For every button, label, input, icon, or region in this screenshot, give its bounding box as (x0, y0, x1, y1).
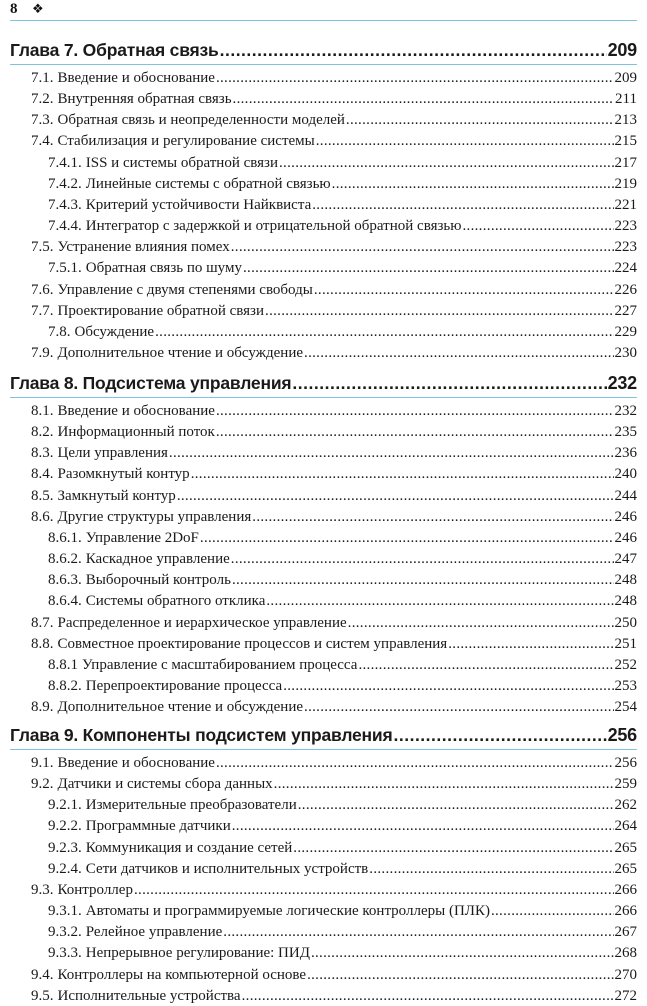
entry-title: ISS и системы обратной связи (85, 154, 278, 171)
leader-dots (279, 154, 614, 173)
entry-label (31, 698, 303, 717)
leader-dots (293, 839, 613, 858)
entry-label (48, 902, 490, 921)
leader-dots (252, 508, 613, 527)
chapter-rule (10, 749, 637, 750)
leader-dots (358, 656, 613, 675)
entry-number: 7.3. (31, 112, 54, 129)
entry-page-number: 217 (614, 154, 637, 171)
leader-dots (177, 487, 614, 506)
entry-number: 8.6.2. (48, 551, 82, 568)
leader-dots (316, 132, 614, 151)
toc-entry[interactable] (48, 571, 637, 590)
entry-title: Линейные системы с обратной связью (85, 175, 331, 192)
leader-dots (216, 402, 614, 421)
entry-label (31, 987, 241, 1006)
entry-page-number: 262 (614, 797, 637, 814)
entry-title: Распределенное и иерархическое управление (57, 614, 347, 631)
toc-entry[interactable] (31, 614, 637, 633)
entry-page-number: 254 (614, 699, 637, 716)
leader-dots (448, 635, 613, 654)
chapter-title: Глава 9. Компоненты подсистем управления (10, 725, 393, 745)
toc-entry[interactable] (31, 344, 637, 363)
entry-title: Введение и обоснование (57, 70, 215, 86)
entry-page-number: 266 (614, 903, 637, 920)
leader-dots (314, 281, 614, 300)
entry-page-number: 235 (614, 424, 637, 441)
entry-label (31, 966, 306, 985)
entry-title: Управление 2DoF (85, 529, 199, 546)
entry-title: Программные датчики (85, 818, 231, 835)
entry-title: Обратная связь по шуму (85, 260, 242, 277)
entry-page-number: 250 (614, 614, 637, 631)
entry-number: 7.4.1. (48, 154, 82, 171)
entry-page-number: 267 (614, 924, 637, 941)
leader-dots (265, 302, 613, 321)
entry-title: Автоматы и программируемые логические контроллеры (ПЛК) (85, 903, 490, 920)
entry-page-number: 266 (614, 881, 637, 898)
leader-dots (233, 90, 615, 109)
toc-entry[interactable] (31, 881, 637, 900)
entry-page-number: 270 (614, 966, 637, 983)
entry-number: 8.9. (31, 699, 54, 716)
toc-entry[interactable] (31, 465, 637, 484)
entry-page-number: 229 (614, 323, 637, 340)
toc-entry[interactable] (31, 281, 637, 300)
entry-label (48, 550, 230, 569)
entry-label (48, 217, 461, 236)
entry-label (31, 132, 315, 151)
toc-entry[interactable] (31, 775, 637, 794)
entry-label (48, 656, 357, 675)
leader-dots (346, 111, 614, 130)
entry-page-number: 223 (614, 218, 637, 235)
entry-title: Введение и обоснование (57, 403, 215, 419)
entry-number: 9.1. (31, 755, 54, 771)
entry-number: 9.2.3. (48, 839, 82, 856)
entry-page-number: 232 (614, 403, 637, 419)
entry-title: Дополнительное чтение и обсуждение (57, 344, 304, 361)
leader-dots (169, 444, 614, 463)
entry-number: 8.6.4. (48, 593, 82, 610)
entry-page-number: 211 (615, 91, 637, 108)
entry-label (31, 344, 303, 363)
leader-dots (304, 698, 613, 717)
entry-page-number: 227 (614, 302, 637, 319)
toc-entry[interactable] (48, 902, 637, 921)
toc-entry[interactable] (31, 754, 637, 773)
entry-page-number: 272 (614, 987, 637, 1004)
entry-title: Проектирование обратной связи (57, 302, 265, 319)
ornament-icon: ❖ (32, 2, 44, 17)
entry-title: Системы обратного отклика (85, 593, 266, 610)
entry-page-number: 253 (614, 677, 637, 694)
entry-page-number: 230 (614, 344, 637, 361)
toc-entry[interactable] (48, 154, 637, 173)
entry-label (48, 196, 311, 215)
entry-label (48, 817, 231, 836)
entry-title: Исполнительные устройства (57, 987, 241, 1004)
entry-number: 8.7. (31, 614, 54, 631)
entry-title: Обратная связь и неопределенности моделей (57, 112, 345, 129)
entry-label (31, 111, 345, 130)
toc-entry[interactable] (31, 508, 637, 527)
entry-page-number: 224 (614, 260, 637, 277)
leader-dots (292, 371, 606, 395)
entry-number: 9.4. (31, 966, 54, 983)
entry-title: Интегратор с задержкой и отрицательной обратной связью (85, 218, 462, 235)
entry-page-number: 248 (614, 593, 637, 610)
leader-dots (231, 550, 614, 569)
entry-page-number: 215 (614, 133, 637, 150)
toc-entry[interactable] (31, 402, 637, 421)
chapter-page-number: 232 (607, 373, 637, 393)
entry-title: Обсуждение (74, 323, 155, 340)
entry-number: 8.2. (31, 424, 54, 441)
entry-number: 7.8. (48, 323, 71, 340)
leader-dots (191, 465, 614, 484)
entry-number: 7.1. (31, 70, 54, 86)
running-header (10, 0, 637, 21)
entry-page-number: 264 (614, 818, 637, 835)
entry-number: 7.4.2. (48, 175, 82, 192)
entry-title: Введение и обоснование (57, 755, 215, 771)
entry-page-number: 223 (614, 239, 637, 256)
entry-number: 9.3. (31, 881, 54, 898)
leader-dots (242, 987, 614, 1006)
toc-entry[interactable] (48, 196, 637, 215)
entry-title: Замкнутый контур (57, 487, 176, 504)
entry-label (31, 423, 215, 442)
entry-label (48, 154, 278, 173)
leader-dots (232, 571, 614, 590)
entry-label (48, 571, 231, 590)
leader-dots (283, 677, 613, 696)
entry-label (31, 614, 347, 633)
entry-label (31, 635, 447, 654)
leader-dots (304, 344, 613, 363)
entry-label (48, 323, 154, 342)
entry-label (48, 923, 222, 942)
leader-dots (348, 614, 614, 633)
entry-label (48, 796, 297, 815)
entry-title: Контроллеры на компьютерной основе (57, 966, 307, 983)
entry-title: Цели управления (57, 445, 168, 462)
entry-page-number: 221 (614, 196, 637, 213)
entry-label (31, 444, 168, 463)
entry-title: Совместное проектирование процессов и систем управления (57, 635, 448, 652)
entry-title: Управление с двумя степенями свободы (57, 281, 313, 298)
leader-dots (266, 592, 613, 611)
chapter-page-number: 256 (607, 725, 637, 745)
leader-dots (332, 175, 614, 194)
chapter-heading[interactable] (10, 38, 637, 62)
toc-entry[interactable] (48, 592, 637, 611)
entry-page-number: 256 (614, 755, 637, 771)
toc-entry[interactable] (48, 923, 637, 942)
entry-title: Сети датчиков и исполнительных устройств (85, 860, 369, 877)
entry-label (48, 677, 282, 696)
leader-dots (274, 775, 614, 794)
entry-label (31, 465, 190, 484)
entry-number: 9.3.1. (48, 903, 82, 920)
entry-number: 9.2. (31, 776, 54, 793)
entry-number: 9.2.2. (48, 818, 82, 835)
entry-number: 8.6.1. (48, 529, 82, 546)
entry-label (48, 529, 199, 548)
entry-number: 7.2. (31, 91, 54, 108)
entry-label (48, 944, 310, 963)
entry-number: 8.6.3. (48, 572, 82, 589)
entry-page-number: 236 (614, 445, 637, 462)
entry-number: 9.3.3. (48, 945, 82, 962)
leader-dots (216, 423, 614, 442)
entry-title: Критерий устойчивости Найквиста (85, 196, 312, 213)
entry-page-number: 240 (614, 466, 637, 483)
entry-label (31, 238, 230, 257)
entry-label (31, 302, 264, 321)
entry-title: Измерительные преобразователи (85, 797, 297, 814)
entry-page-number: 213 (614, 112, 637, 129)
entry-title: Стабилизация и регулирование системы (57, 133, 315, 150)
chapter-rule (10, 64, 637, 65)
entry-page-number: 265 (614, 839, 637, 856)
entry-page-number: 209 (614, 70, 637, 86)
toc-entry[interactable] (31, 111, 637, 130)
chapter-title: Глава 7. Обратная связь (10, 40, 219, 60)
leader-dots (243, 259, 614, 278)
entry-label (31, 881, 133, 900)
entry-number: 8.3. (31, 445, 54, 462)
toc-entry[interactable] (31, 238, 637, 257)
entry-number: 9.2.4. (48, 860, 82, 877)
toc-entry[interactable] (31, 90, 637, 109)
entry-title: Выборочный контроль (85, 572, 231, 589)
entry-page-number: 247 (614, 551, 637, 568)
chapter-page-number: 209 (607, 40, 637, 60)
leader-dots (223, 923, 613, 942)
leader-dots (216, 69, 614, 88)
entry-title: Управление с масштабированием процесса (82, 656, 358, 673)
entry-title: Разомкнутый контур (57, 466, 190, 483)
toc-entry[interactable] (48, 217, 637, 236)
toc-entry[interactable] (48, 944, 637, 963)
leader-dots (462, 217, 613, 236)
leader-dots (231, 238, 614, 257)
toc-entry[interactable] (48, 860, 637, 879)
leader-dots (232, 817, 614, 836)
entry-title: Устранение влияния помех (57, 239, 230, 256)
toc-entry[interactable] (31, 698, 637, 717)
toc-entry[interactable] (48, 259, 637, 278)
toc-entry[interactable] (31, 302, 637, 321)
toc-entry[interactable] (48, 175, 637, 194)
entry-title: Коммуникация и создание сетей (85, 839, 293, 856)
leader-dots (491, 902, 614, 921)
entry-page-number: 251 (614, 635, 637, 652)
header-rule (10, 20, 637, 21)
toc-entry[interactable] (48, 677, 637, 696)
entry-label (31, 69, 215, 88)
leader-dots (220, 38, 607, 62)
entry-number: 7.6. (31, 281, 54, 298)
leader-dots (298, 796, 614, 815)
entry-page-number: 248 (614, 572, 637, 589)
entry-page-number: 246 (614, 508, 637, 525)
entry-label (31, 281, 313, 300)
page-number: 8 (10, 1, 18, 17)
entry-number: 7.7. (31, 302, 54, 319)
chapter-heading[interactable] (10, 371, 637, 395)
toc-entry[interactable] (31, 487, 637, 506)
entry-number: 8.1. (31, 403, 54, 419)
toc-entry[interactable] (48, 550, 637, 569)
toc-entry[interactable] (31, 69, 637, 88)
toc-entry[interactable] (48, 817, 637, 836)
entry-page-number: 246 (614, 529, 637, 546)
entry-label (31, 90, 232, 109)
toc-entry[interactable] (31, 423, 637, 442)
entry-page-number: 265 (614, 860, 637, 877)
chapter-heading[interactable] (10, 723, 637, 747)
entry-label (31, 508, 251, 527)
toc-entry[interactable] (48, 656, 637, 675)
entry-number: 7.5. (31, 239, 54, 256)
entry-label (48, 839, 292, 858)
entry-number: 7.4. (31, 133, 54, 150)
leader-dots (369, 860, 613, 879)
toc-entry[interactable] (48, 529, 637, 548)
entry-page-number: 226 (614, 281, 637, 298)
leader-dots (134, 881, 614, 900)
chapter-title: Глава 8. Подсистема управления (10, 373, 292, 393)
toc-entry[interactable] (31, 966, 637, 985)
entry-label (48, 175, 331, 194)
entry-number: 8.8.1 (48, 656, 78, 673)
leader-dots (394, 723, 607, 747)
entry-label (31, 754, 215, 773)
leader-dots (312, 196, 613, 215)
leader-dots (307, 966, 613, 985)
toc-entry[interactable] (48, 323, 637, 342)
entry-number: 7.9. (31, 344, 54, 361)
entry-title: Дополнительное чтение и обсуждение (57, 699, 304, 716)
entry-number: 8.5. (31, 487, 54, 504)
entry-number: 7.4.3. (48, 196, 82, 213)
toc-entry[interactable] (48, 796, 637, 815)
entry-number: 8.8. (31, 635, 54, 652)
entry-title: Датчики и системы сбора данных (57, 776, 273, 793)
entry-number: 9.5. (31, 987, 54, 1004)
entry-label (31, 775, 273, 794)
entry-title: Контроллер (57, 881, 133, 898)
entry-label (31, 402, 215, 421)
entry-page-number: 219 (614, 175, 637, 192)
toc-entry[interactable] (31, 987, 637, 1006)
leader-dots (155, 323, 613, 342)
chapter-rule (10, 397, 637, 398)
entry-title: Перепроектирование процесса (85, 677, 283, 694)
entry-number: 8.6. (31, 508, 54, 525)
entry-number: 9.3.2. (48, 924, 82, 941)
entry-title: Непрерывное регулирование: ПИД (85, 945, 310, 962)
entry-page-number: 268 (614, 945, 637, 962)
toc-entry[interactable] (31, 635, 637, 654)
entry-label (48, 860, 368, 879)
leader-dots (216, 754, 614, 773)
entry-number: 8.8.2. (48, 677, 82, 694)
toc-entry[interactable] (31, 132, 637, 151)
entry-title: Каскадное управление (85, 551, 230, 568)
entry-number: 7.5.1. (48, 260, 82, 277)
entry-number: 8.4. (31, 466, 54, 483)
toc-entry[interactable] (31, 444, 637, 463)
entry-title: Информационный поток (57, 424, 215, 441)
entry-title: Внутренняя обратная связь (57, 91, 232, 108)
entry-title: Другие структуры управления (57, 508, 252, 525)
entry-label (48, 592, 265, 611)
entry-number: 7.4.4. (48, 218, 82, 235)
entry-page-number: 244 (614, 487, 637, 504)
leader-dots (200, 529, 614, 548)
leader-dots (311, 944, 614, 963)
entry-page-number: 259 (614, 776, 637, 793)
entry-title: Релейное управление (85, 924, 223, 941)
entry-label (31, 487, 176, 506)
entry-page-number: 252 (614, 656, 637, 673)
toc-entry[interactable] (48, 839, 637, 858)
entry-label (48, 259, 242, 278)
entry-number: 9.2.1. (48, 797, 82, 814)
